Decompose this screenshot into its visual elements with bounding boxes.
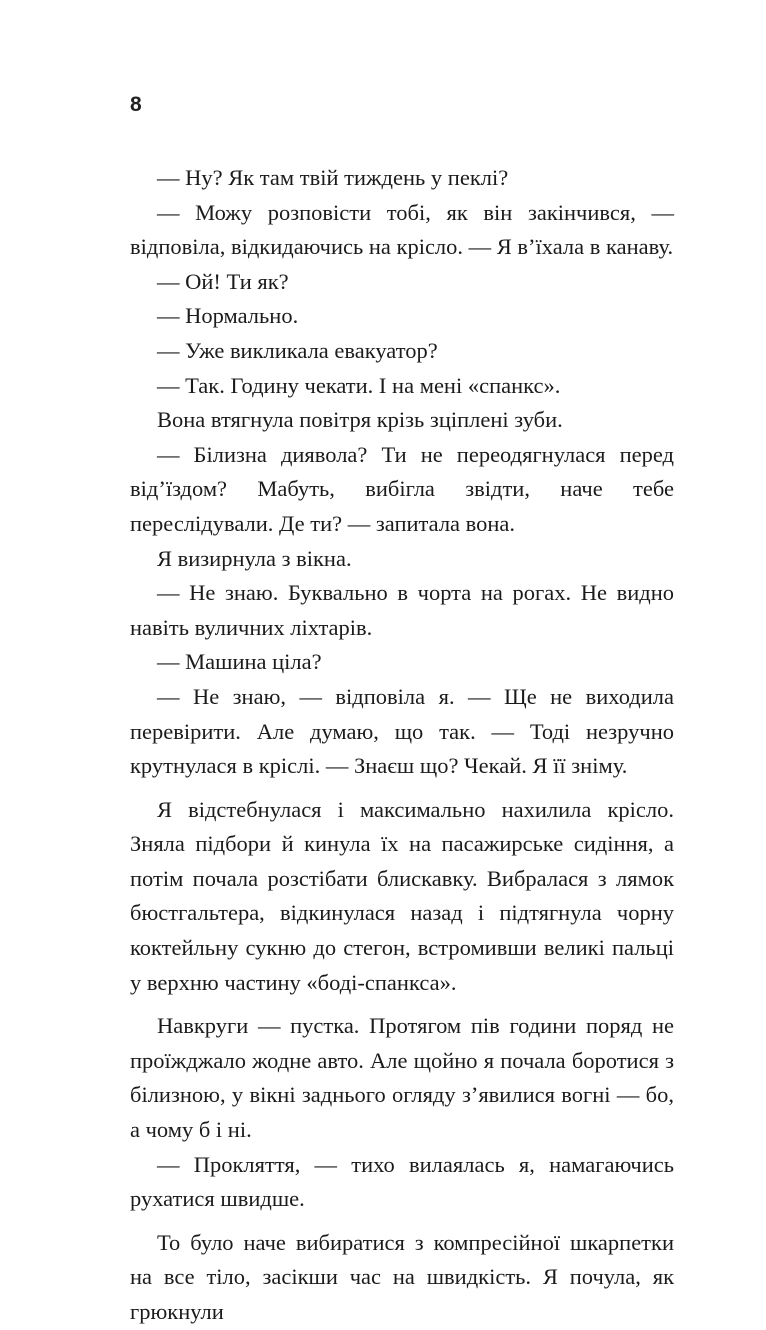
page-number: 8 [130, 93, 142, 116]
paragraph: — Машина ціла? [157, 649, 322, 675]
paragraph: Навкруги — пустка. Протягом пів години поряд не проїжджало жодне авто. Але щойно я почала боротися з білизною, у вікні заднього огляду з’явилися вогні — бо, а чому б і ні. [130, 1013, 674, 1143]
paragraph: Я відстебнулася і максимально нахилила крісло. Зняла підбори й кинула їх на пасажирське сидіння, а потім почала розстібати блискавку. Вибралася з лямок бюстгальтера, відкинулася назад і підтягнула чорну коктейльну сукню до стегон, встромивши великі пальці у верхню частину «боді-спанкса». [130, 796, 674, 995]
paragraph: То було наче вибиратися з компресійної шкарпетки на все тіло, засікши час на швидкість. Я почула, як грюкнули [130, 1229, 674, 1324]
paragraph: — Уже викликала евакуатор? [157, 337, 438, 363]
paragraph: — Нормально. [157, 303, 299, 329]
paragraph: — Прокляття, — тихо вилаялась я, намагаючись рухатися швидше. [130, 1151, 674, 1212]
paragraph: — Не знаю, — відповіла я. — Ще не виходила перевірити. Але думаю, що так. — Тоді незручно крутнулася в кріслі. — Знаєш що? Чекай. Я її зніму. [130, 683, 674, 779]
paragraph: — Ой! Ти як? [157, 268, 289, 294]
paragraph: — Не знаю. Буквально в чорта на рогах. Не видно навіть вуличних ліхтарів. [130, 580, 674, 640]
paragraph: — Можу розповісти тобі, як він закінчився, — відповіла, відкидаючись на крісло. — Я в’їхала в канаву. [130, 199, 674, 260]
paragraph: — Ну? Як там твій тиждень у пеклі? [157, 165, 509, 190]
body-text [130, 161, 674, 1330]
paragraph: — Так. Годину чекати. І на мені «спанкс». [157, 372, 561, 398]
paragraph: — Білизна диявола? Ти не переодягнулася перед від’їздом? Мабуть, вибігла звідти, наче тебе переслідували. Де ти? — запитала вона. [130, 441, 674, 536]
paragraph: Я визирнула з вікна. [157, 545, 352, 571]
paragraph: Вона втягнула повітря крізь зціплені зуби. [157, 407, 563, 433]
